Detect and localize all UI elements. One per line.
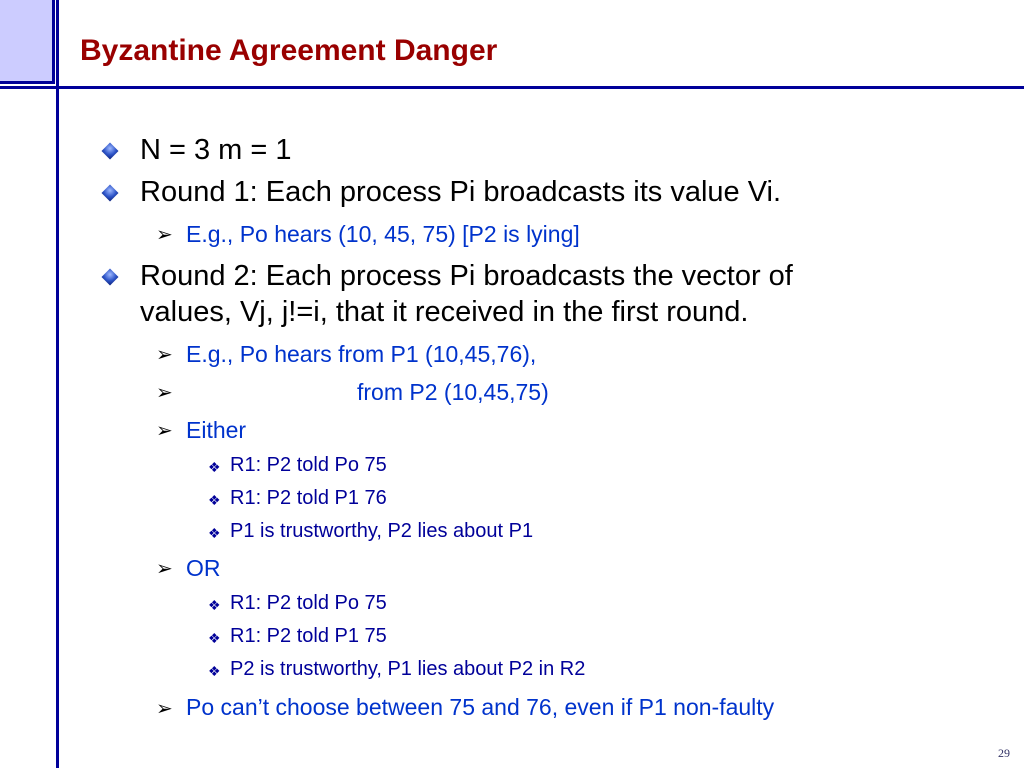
sub-sub-bullet-text: R1: P2 told Po 75 (230, 454, 387, 476)
sub-sub-bullet-text: R1: P2 told P1 75 (230, 625, 387, 647)
blue-diamond-bullet-icon (102, 269, 119, 286)
arrowhead-bullet-icon: ➢ (156, 382, 173, 404)
page-number: 29 (998, 746, 1010, 760)
sub-bullet-text: E.g., Po hears (10, 45, 75) [P2 is lying] (186, 221, 580, 247)
bullet-text: Round 2: Each process Pi broadcasts the vector of (140, 260, 793, 292)
blue-diamond-bullet-icon (102, 143, 119, 160)
sub-sub-bullet-text: P1 is trustworthy, P2 lies about P1 (230, 520, 534, 542)
bullet-text: N = 3 m = 1 (140, 134, 292, 166)
bullet-text-continuation: values, Vj, j!=i, that it received in the first round. (140, 296, 749, 328)
blue-diamond-bullet-icon (102, 185, 119, 202)
sub-bullet-text: Either (186, 417, 247, 443)
sub-sub-bullet-text: P2 is trustworthy, P1 lies about P2 in R2 (230, 658, 586, 680)
arrowhead-bullet-icon: ➢ (156, 698, 173, 720)
sub-bullet-text: Po can’t choose between 75 and 76, even if P1 non-faulty (186, 694, 775, 720)
sub-bullet-text: OR (186, 555, 221, 581)
slide-title: Byzantine Agreement Danger (80, 34, 498, 67)
arrowhead-bullet-icon: ➢ (156, 420, 173, 442)
four-diamond-bullet-icon: ❖ (208, 459, 221, 475)
four-diamond-bullet-icon: ❖ (208, 663, 221, 679)
sub-bullet-text: from P2 (10,45,75) (357, 379, 549, 405)
arrowhead-bullet-icon: ➢ (156, 558, 173, 580)
four-diamond-bullet-icon: ❖ (208, 525, 221, 541)
arrowhead-bullet-icon: ➢ (156, 344, 173, 366)
four-diamond-bullet-icon: ❖ (208, 492, 221, 508)
sub-sub-bullet-text: R1: P2 told Po 75 (230, 592, 387, 614)
sub-sub-bullet-text: R1: P2 told P1 76 (230, 487, 387, 509)
four-diamond-bullet-icon: ❖ (208, 630, 221, 646)
sub-bullet-text: E.g., Po hears from P1 (10,45,76), (186, 341, 537, 367)
arrowhead-bullet-icon: ➢ (156, 224, 173, 246)
four-diamond-bullet-icon: ❖ (208, 597, 221, 613)
bullet-text: Round 1: Each process Pi broadcasts its value Vi. (140, 176, 782, 208)
